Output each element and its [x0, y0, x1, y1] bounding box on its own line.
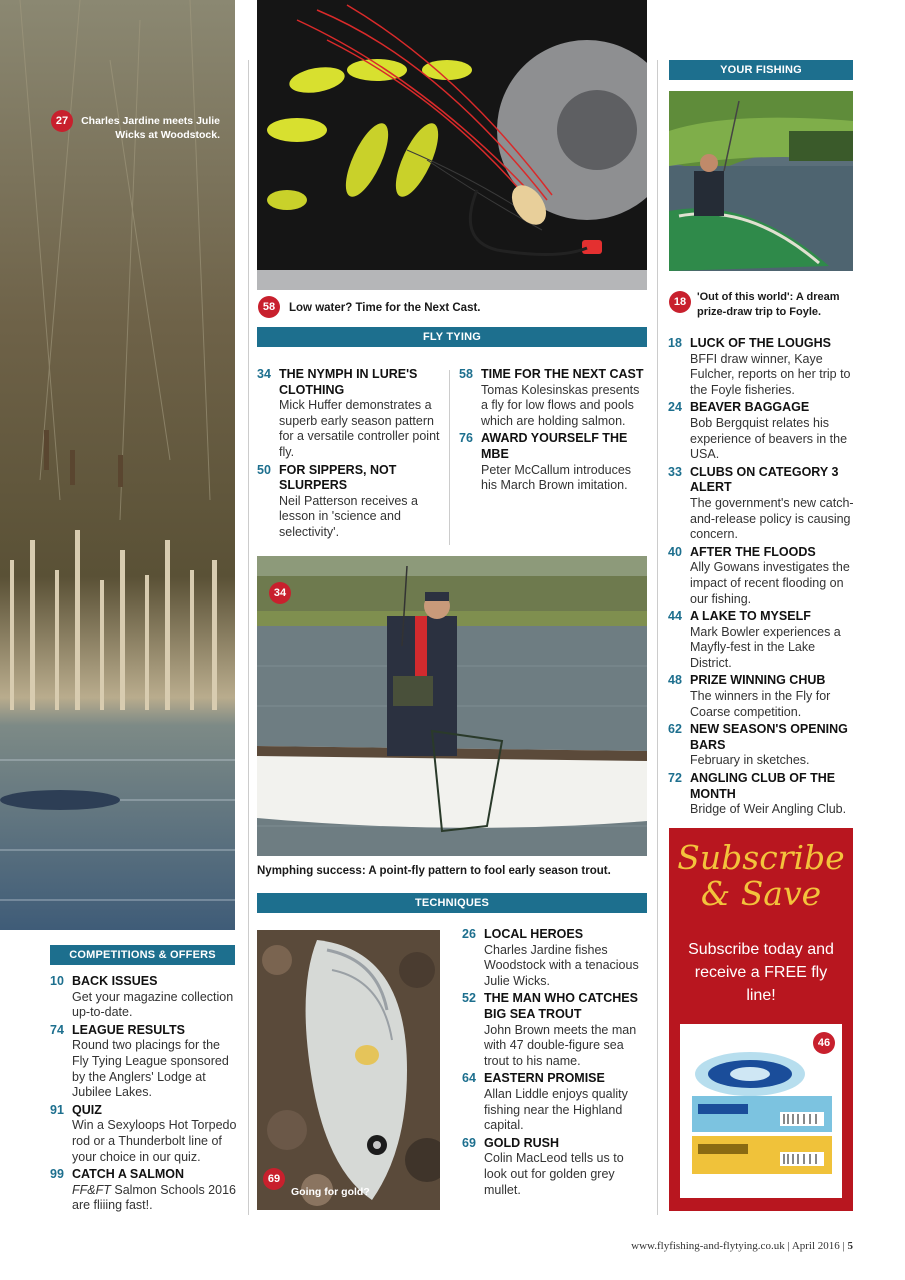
techniques-header: TECHNIQUES	[257, 893, 647, 913]
your-fishing-list	[668, 336, 858, 820]
toc-entry[interactable]	[462, 991, 647, 1069]
mullet-art	[257, 930, 440, 1210]
flyline-badge: 46	[813, 1032, 835, 1054]
entry-page: 34	[257, 367, 271, 381]
entry-page: 50	[257, 462, 271, 477]
entry-page: 24	[668, 400, 682, 415]
entry-page: 99	[50, 1167, 64, 1182]
entry-page: 64	[462, 1071, 476, 1086]
toc-entry[interactable]	[50, 1167, 240, 1214]
entry-title: EASTERN PROMISE	[484, 1071, 605, 1086]
column-divider	[657, 60, 658, 1215]
toc-entry[interactable]	[459, 431, 647, 493]
entry-page: 52	[462, 991, 476, 1006]
toc-entry[interactable]	[668, 400, 858, 462]
entry-desc: Allan Liddle enjoys quality fishing near the Highland capital.	[484, 1086, 628, 1133]
entry-title: LEAGUE RESULTS	[72, 1022, 185, 1037]
subscribe-text: Subscribe today and receive a FREE fly line!	[688, 941, 834, 1004]
competitions-header: COMPETITIONS & OFFERS	[50, 945, 235, 965]
footer-date: April 2016	[791, 1240, 840, 1252]
entry-title: LUCK OF THE LOUGHS	[690, 336, 831, 350]
toc-entry[interactable]	[668, 336, 858, 398]
foyle-photo	[669, 91, 853, 271]
entry-desc: Mark Bowler experiences a Mayfly-fest in the Lake District.	[690, 624, 841, 670]
entry-desc: The government's new catch-and-release policy is causing concern.	[690, 495, 854, 542]
foyle-art	[669, 91, 853, 271]
entry-title: QUIZ	[72, 1102, 102, 1117]
woodstock-caption: Charles Jardine meets Julie Wicks at Woodstock.	[81, 115, 220, 142]
gold-caption: Going for gold?	[291, 1186, 370, 1198]
salmon-fly-art	[257, 0, 647, 290]
next-cast-badge: 58	[258, 296, 280, 318]
entry-desc: Bridge of Weir Angling Club.	[690, 802, 847, 817]
entry-desc: John Brown meets the man with 47 double-figure sea trout to his name.	[484, 1022, 637, 1068]
nymphing-art	[257, 556, 647, 856]
entry-title: NEW SEASON'S OPENING BARS	[690, 722, 848, 752]
mullet-photo	[257, 930, 440, 1210]
entry-desc: The winners in the Fly for Coarse competition.	[690, 689, 831, 719]
entry-desc: Tomas Kolesinskas presents a fly for low flows and pools which are holding salmon.	[481, 382, 640, 428]
fly-tying-divider	[449, 370, 450, 545]
entry-page: 76	[459, 431, 473, 446]
entry-title: CLUBS ON CATEGORY 3 ALERT	[690, 464, 839, 495]
toc-entry[interactable]	[257, 367, 442, 461]
entry-desc: Round two placings for the Fly Tying League sponsored by the Anglers' Lodge at Jubilee Lakes.	[72, 1038, 229, 1100]
entry-page: 62	[668, 722, 682, 737]
toc-entry[interactable]	[257, 463, 442, 541]
toc-entry[interactable]	[668, 673, 858, 720]
entry-page: 44	[668, 609, 682, 624]
entry-desc: Peter McCallum introduces his March Brown imitation.	[481, 462, 632, 493]
gold-badge: 69	[263, 1168, 285, 1190]
entry-desc: Ally Gowans investigates the impact of recent flooding on our fishing.	[690, 560, 850, 606]
entry-page: 72	[668, 771, 682, 786]
subscribe-ad[interactable]	[669, 828, 853, 1211]
entry-page: 74	[50, 1022, 64, 1037]
toc-entry[interactable]	[50, 1103, 240, 1165]
entry-title: PRIZE WINNING CHUB	[690, 673, 826, 688]
entry-page: 18	[668, 336, 682, 350]
toc-entry[interactable]	[462, 927, 647, 989]
foyle-caption: 'Out of this world': A dream prize-draw trip to Foyle.	[697, 291, 840, 318]
entry-desc: BFFI draw winner, Kaye Fulcher, reports on her trip to the Foyle fisheries.	[690, 351, 851, 397]
toc-entry[interactable]	[462, 1071, 647, 1133]
toc-entry[interactable]	[462, 1136, 647, 1198]
entry-page: 48	[668, 673, 682, 688]
page-footer	[631, 1240, 853, 1252]
entry-desc: Mick Huffer demonstrates a superb early season pattern for a versatile controller point fly.	[279, 398, 440, 459]
footer-sep: |	[842, 1240, 848, 1252]
entry-desc: Get your magazine collection up-to-date.	[72, 989, 234, 1020]
entry-title: LOCAL HEROES	[484, 927, 584, 941]
entry-title: ANGLING CLUB OF THE MONTH	[690, 771, 836, 801]
toc-entry[interactable]	[50, 974, 240, 1021]
page-number: 5	[847, 1240, 853, 1252]
competitions-list	[50, 974, 240, 1216]
entry-title: GOLD RUSH	[484, 1135, 559, 1150]
footer-url[interactable]: www.flyfishing-and-flytying.co.uk	[631, 1240, 785, 1252]
entry-desc: Charles Jardine fishes Woodstock with a tenacious Julie Wicks.	[484, 942, 639, 988]
entry-title: BACK ISSUES	[72, 974, 158, 988]
entry-title: TIME FOR THE NEXT CAST	[481, 367, 644, 381]
entry-title: THE MAN WHO CATCHES BIG SEA TROUT	[484, 991, 638, 1021]
toc-entry[interactable]	[668, 545, 858, 607]
toc-entry[interactable]	[459, 367, 647, 429]
entry-title: A LAKE TO MYSELF	[690, 609, 811, 624]
flyline-photo	[680, 1024, 842, 1198]
subscribe-script-line2: & Save	[700, 874, 822, 913]
entry-page: 69	[462, 1135, 476, 1150]
toc-entry[interactable]	[50, 1023, 240, 1101]
entry-title: FOR SIPPERS, NOT SLURPERS	[279, 462, 397, 493]
toc-entry[interactable]	[668, 465, 858, 543]
entry-page: 26	[462, 927, 476, 941]
techniques-list	[462, 927, 647, 1200]
nymphing-badge: 34	[269, 582, 291, 604]
entry-desc-em: FF&FT	[72, 1182, 111, 1197]
entry-desc: February in sketches.	[690, 753, 810, 768]
entry-title: THE NYMPH IN LURE'S CLOTHING	[279, 367, 418, 397]
salmon-fly-photo	[257, 0, 647, 290]
entry-desc: Neil Patterson receives a lesson in 'science and selectivity'.	[279, 493, 418, 539]
entry-page: 40	[668, 544, 682, 559]
fly-tying-col1	[257, 367, 442, 543]
reeds-photo	[0, 0, 235, 930]
entry-page: 58	[459, 367, 473, 381]
fly-tying-header: FLY TYING	[257, 327, 647, 347]
entry-title: AWARD YOURSELF THE MBE	[481, 431, 628, 461]
entry-page: 33	[668, 464, 682, 479]
fly-tying-col2	[459, 367, 647, 496]
entry-page: 91	[50, 1102, 64, 1117]
woodstock-badge: 27	[51, 110, 73, 132]
entry-desc: Colin MacLeod tells us to look out for golden grey mullet.	[484, 1151, 624, 1197]
subscribe-script-line1: Subscribe	[677, 838, 845, 877]
entry-title: BEAVER BAGGAGE	[690, 400, 810, 415]
entry-title: CATCH A SALMON	[72, 1167, 185, 1182]
toc-entry[interactable]	[668, 722, 858, 769]
toc-entry[interactable]	[668, 609, 858, 671]
next-cast-caption: Low water? Time for the Next Cast.	[289, 302, 481, 314]
foyle-badge: 18	[669, 291, 691, 313]
column-divider	[248, 60, 249, 1215]
entry-desc-rest: Salmon Schools 2016 are fliiing fast!.	[72, 1182, 236, 1213]
entry-desc: Bob Bergquist relates his experience of beavers in the USA.	[690, 415, 848, 462]
nymphing-photo	[257, 556, 647, 856]
toc-entry[interactable]	[668, 771, 858, 818]
entry-title: AFTER THE FLOODS	[690, 544, 816, 559]
entry-page: 10	[50, 974, 64, 988]
subscribe-script-title	[669, 840, 853, 912]
entry-desc	[50, 1183, 240, 1214]
entry-desc: Win a Sexyloops Hot Torpedo rod or a Thunderbolt line of your choice in our quiz.	[72, 1118, 237, 1164]
footer-sep: |	[787, 1240, 792, 1252]
nymphing-caption: Nymphing success: A point-fly pattern to fool early season trout.	[257, 865, 611, 877]
your-fishing-header: YOUR FISHING	[669, 60, 853, 80]
